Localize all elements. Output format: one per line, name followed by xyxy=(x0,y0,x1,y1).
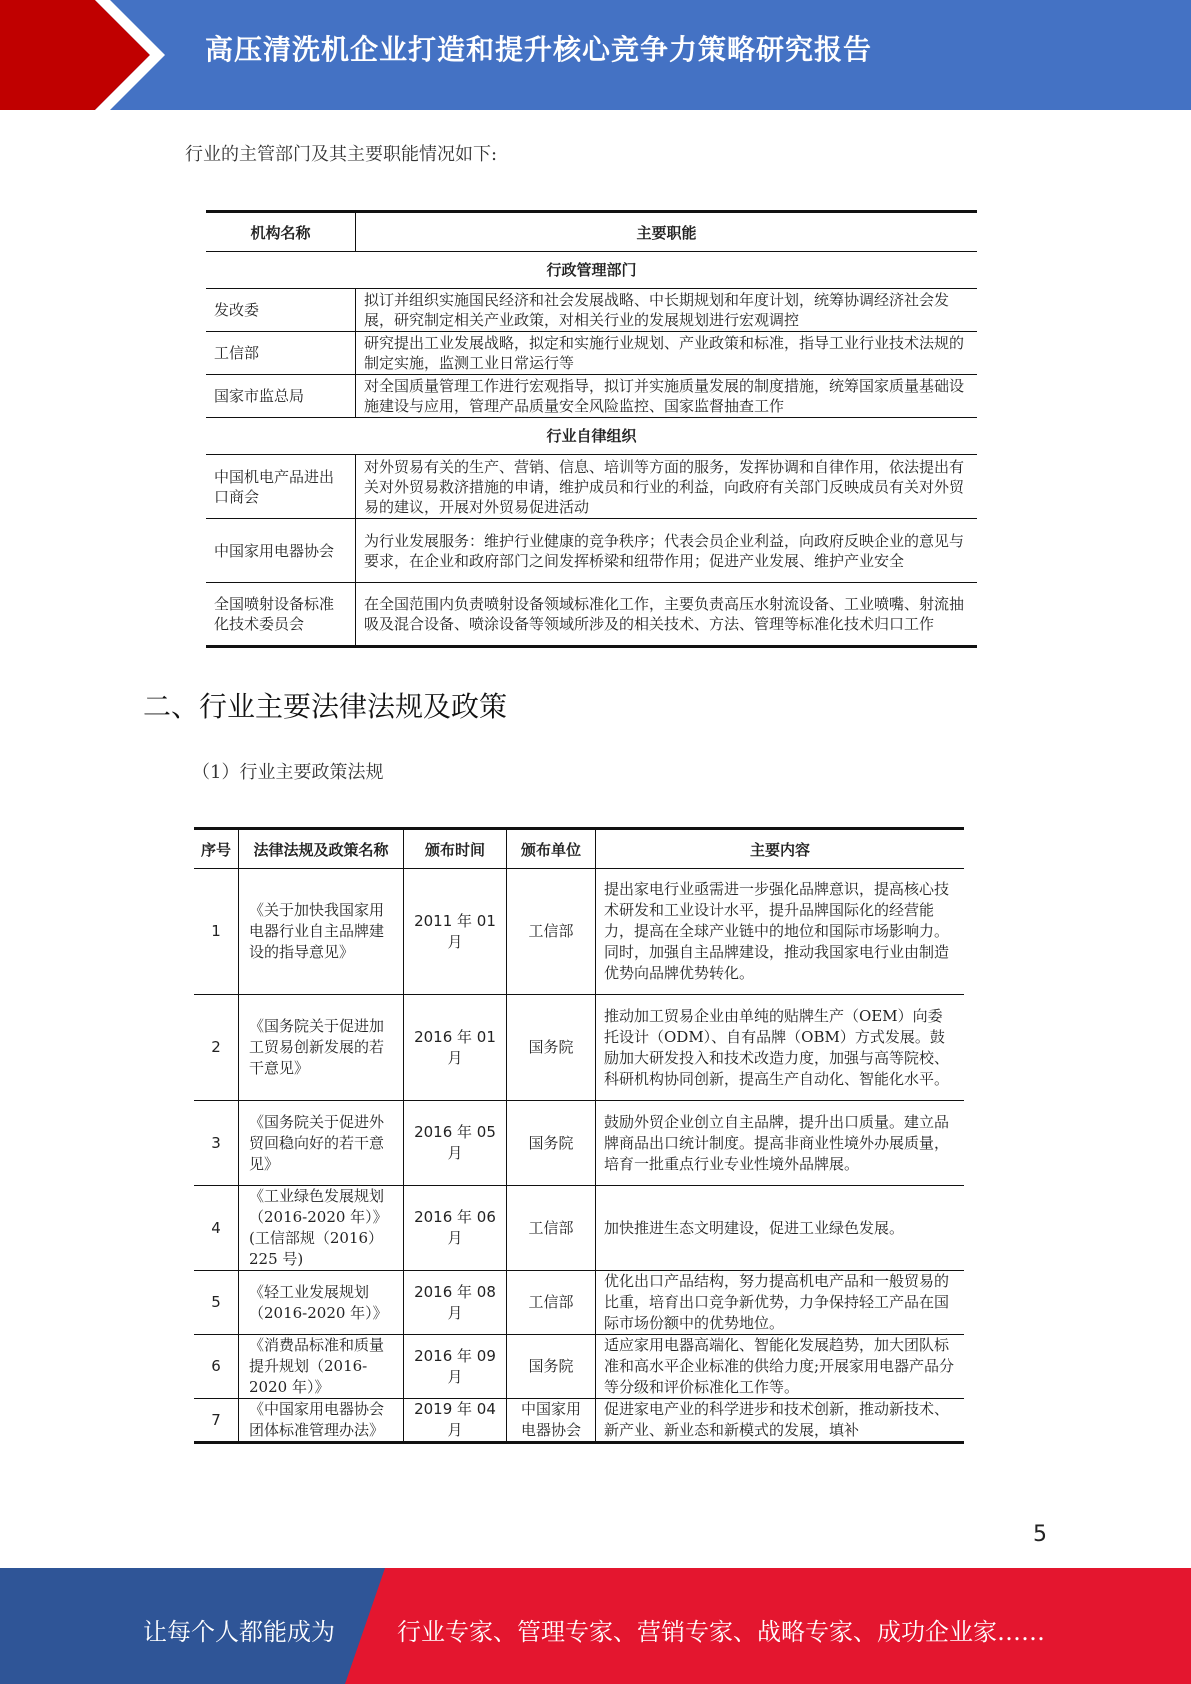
col-header-date: 颁布时间 xyxy=(404,829,507,869)
policy-unit: 工信部 xyxy=(507,1186,596,1271)
policy-unit: 中国家用电器协会 xyxy=(507,1399,596,1443)
policy-unit: 国务院 xyxy=(507,995,596,1101)
policy-content: 提出家电行业亟需进一步强化品牌意识，提高核心技术研发和工业设计水平，提升品牌国际化的经营能力，提高在全球产业链中的地位和国际市场影响力。同时，加强自主品牌建设，推动我国家电行业由制造优势向品牌优势转化。 xyxy=(596,869,965,995)
policy-name: 《关于加快我国家用电器行业自主品牌建设的指导意见》 xyxy=(239,869,404,995)
policy-name: 《国务院关于促进加工贸易创新发展的若干意见》 xyxy=(239,995,404,1101)
col-header-no: 序号 xyxy=(194,829,239,869)
table-row xyxy=(194,1101,964,1186)
section-heading: 二、行业主要法律法规及政策 xyxy=(143,690,508,723)
policies-table xyxy=(194,827,964,1444)
policy-date: 2016 年 09 月 xyxy=(404,1335,507,1399)
org-duty: 研究提出工业发展战略，拟定和实施行业规划、产业政策和标准，指导工业行业技术法规的制定实施，监测工业日常运行等 xyxy=(356,332,978,375)
row-number: 4 xyxy=(194,1186,239,1271)
authorities-table xyxy=(206,210,977,648)
policy-name: 《工业绿色发展规划（2016-2020 年）》(工信部规（2016）225 号) xyxy=(239,1186,404,1271)
policy-content: 适应家用电器高端化、智能化发展趋势，加大团队标准和高水平企业标准的供给力度;开展家用电器产品分等分级和评价标准化工作等。 xyxy=(596,1335,965,1399)
intro-text: 行业的主管部门及其主要职能情况如下: xyxy=(185,144,498,165)
col-header-duty: 主要职能 xyxy=(356,212,978,252)
table-row xyxy=(206,289,977,332)
table-row xyxy=(194,995,964,1101)
policy-content: 促进家电产业的科学进步和技术创新，推动新技术、新产业、新业态和新模式的发展，填补 xyxy=(596,1399,965,1443)
footer-slogan-left: 让每个人都能成为 xyxy=(143,1618,335,1646)
table-header-row xyxy=(194,829,964,869)
policy-name: 《中国家用电器协会团体标准管理办法》 xyxy=(239,1399,404,1443)
table-row xyxy=(194,1335,964,1399)
row-number: 6 xyxy=(194,1335,239,1399)
policy-date: 2016 年 06 月 xyxy=(404,1186,507,1271)
org-duty: 对全国质量管理工作进行宏观指导，拟订并实施质量发展的制度措施，统筹国家质量基础设施建设与应用，管理产品质量安全风险监控、国家监督抽查工作 xyxy=(356,375,978,418)
footer-banner xyxy=(0,1568,1191,1684)
policy-name: 《国务院关于促进外贸回稳向好的若干意见》 xyxy=(239,1101,404,1186)
table-header-row xyxy=(206,212,977,252)
group-row xyxy=(206,418,977,455)
org-duty: 为行业发展服务：维护行业健康的竞争秩序；代表会员企业利益，向政府反映企业的意见与要求，在企业和政府部门之间发挥桥梁和纽带作用；促进产业发展、维护产业安全 xyxy=(356,519,978,583)
table-row xyxy=(194,1399,964,1443)
policy-content: 鼓励外贸企业创立自主品牌，提升出口质量。建立品牌商品出口统计制度。提高非商业性境外办展质量，培育一批重点行业专业性境外品牌展。 xyxy=(596,1101,965,1186)
org-duty: 对外贸易有关的生产、营销、信息、培训等方面的服务，发挥协调和自律作用，依法提出有关对外贸易救济措施的申请，维护成员和行业的利益，向政府有关部门反映成员有关对外贸易的建议，开展对外贸易促进活动 xyxy=(356,455,978,519)
table-row xyxy=(206,375,977,418)
policy-date: 2016 年 01 月 xyxy=(404,995,507,1101)
row-number: 1 xyxy=(194,869,239,995)
col-header-org: 机构名称 xyxy=(206,212,356,252)
table-row xyxy=(206,455,977,519)
policy-date: 2016 年 05 月 xyxy=(404,1101,507,1186)
org-name: 发改委 xyxy=(206,289,356,332)
header-banner xyxy=(0,0,1191,110)
table-row xyxy=(194,869,964,995)
policy-date: 2016 年 08 月 xyxy=(404,1271,507,1335)
policy-date: 2011 年 01 月 xyxy=(404,869,507,995)
col-header-unit: 颁布单位 xyxy=(507,829,596,869)
org-duty: 在全国范围内负责喷射设备领域标准化工作，主要负责高压水射流设备、工业喷嘴、射流抽吸及混合设备、喷涂设备等领域所涉及的相关技术、方法、管理等标准化技术归口工作 xyxy=(356,583,978,647)
policy-content: 加快推进生态文明建设，促进工业绿色发展。 xyxy=(596,1186,965,1271)
policy-unit: 国务院 xyxy=(507,1101,596,1186)
policy-date: 2019 年 04 月 xyxy=(404,1399,507,1443)
org-name: 中国家用电器协会 xyxy=(206,519,356,583)
group-row xyxy=(206,252,977,289)
col-header-content: 主要内容 xyxy=(596,829,965,869)
policy-unit: 国务院 xyxy=(507,1335,596,1399)
table-row xyxy=(206,519,977,583)
row-number: 3 xyxy=(194,1101,239,1186)
group-label-admin: 行政管理部门 xyxy=(206,252,977,289)
footer-slogan-right: 行业专家、管理专家、营销专家、战略专家、成功企业家…… xyxy=(397,1618,1045,1646)
org-name: 全国喷射设备标准化技术委员会 xyxy=(206,583,356,647)
policy-name: 《消费品标准和质量提升规划（2016-2020 年）》 xyxy=(239,1335,404,1399)
org-duty: 拟订并组织实施国民经济和社会发展战略、中长期规划和年度计划，统筹协调经济社会发展，研究制定相关产业政策，对相关行业的发展规划进行宏观调控 xyxy=(356,289,978,332)
policy-content: 优化出口产品结构，努力提高机电产品和一般贸易的比重，培育出口竞争新优势，力争保持轻工产品在国际市场份额中的优势地位。 xyxy=(596,1271,965,1335)
table-row xyxy=(206,583,977,647)
col-header-name: 法律法规及政策名称 xyxy=(239,829,404,869)
row-number: 7 xyxy=(194,1399,239,1443)
row-number: 5 xyxy=(194,1271,239,1335)
page-number: 5 xyxy=(1033,1522,1047,1547)
table-row xyxy=(194,1186,964,1271)
policy-unit: 工信部 xyxy=(507,1271,596,1335)
org-name: 工信部 xyxy=(206,332,356,375)
group-label-selfreg: 行业自律组织 xyxy=(206,418,977,455)
table-row xyxy=(206,332,977,375)
table-row xyxy=(194,1271,964,1335)
report-title: 高压清洗机企业打造和提升核心竞争力策略研究报告 xyxy=(205,33,873,66)
row-number: 2 xyxy=(194,995,239,1101)
policy-name: 《轻工业发展规划（2016-2020 年）》 xyxy=(239,1271,404,1335)
policy-unit: 工信部 xyxy=(507,869,596,995)
policy-content: 推动加工贸易企业由单纯的贴牌生产（OEM）向委托设计（ODM）、自有品牌（OBM）方式发展。鼓励加大研发投入和技术改造力度，加强与高等院校、科研机构协同创新，提高生产自动化、智能化水平。 xyxy=(596,995,965,1101)
org-name: 国家市监总局 xyxy=(206,375,356,418)
subsection-heading: （1）行业主要政策法规 xyxy=(192,762,384,783)
org-name: 中国机电产品进出口商会 xyxy=(206,455,356,519)
